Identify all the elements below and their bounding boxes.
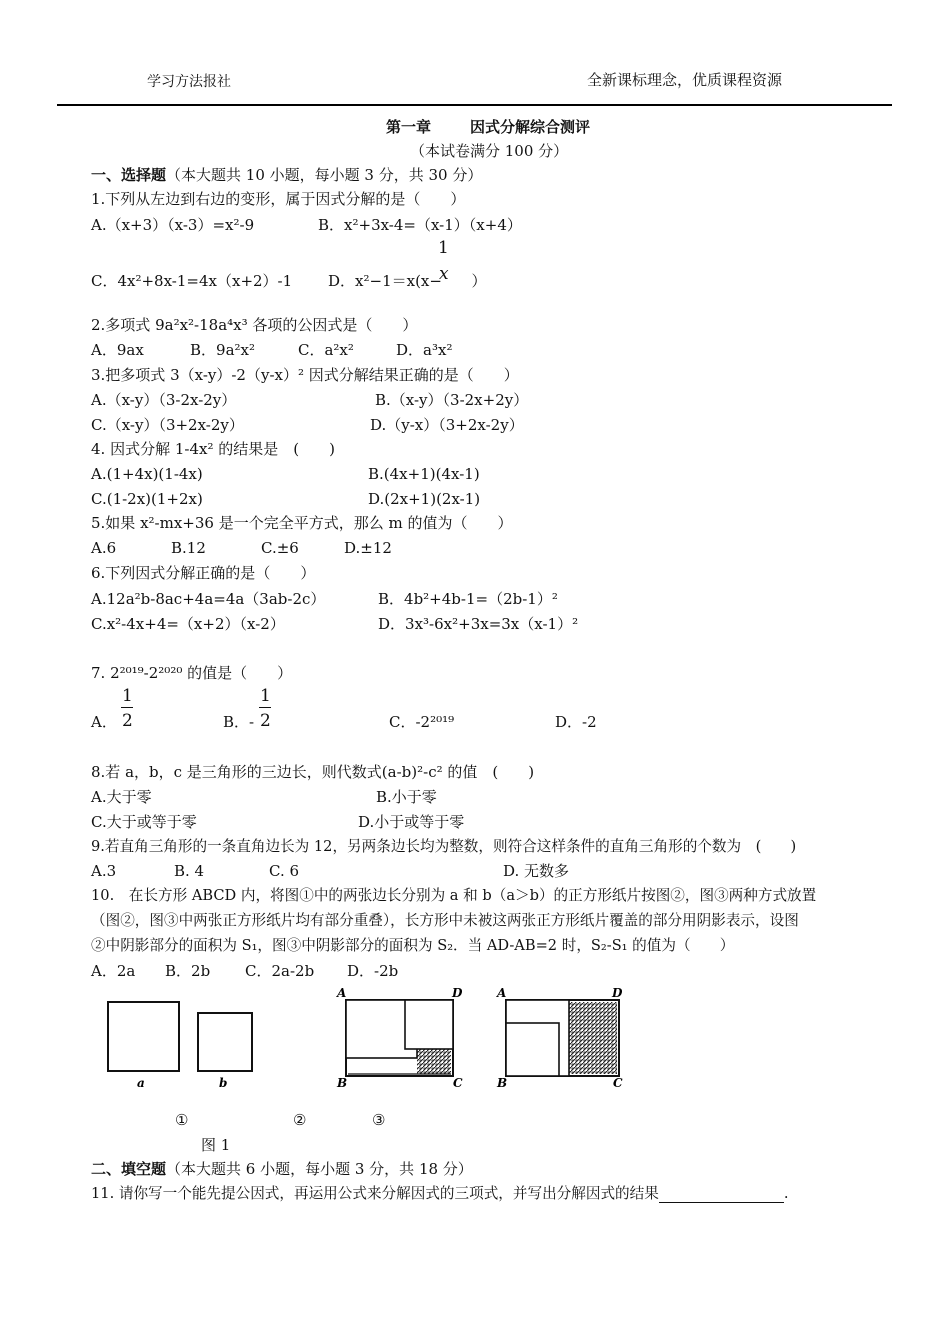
header-rule bbox=[57, 104, 892, 106]
q6-option-d: D．3x³-6x²+3x=3x（x-1）² bbox=[378, 615, 579, 633]
q3-option-d: D.（y-x）（3+2x-2y） bbox=[370, 416, 524, 434]
q4-option-b: B.(4x+1)(4x-1) bbox=[368, 465, 480, 483]
q8-option-d: D.小于或等于零 bbox=[358, 813, 465, 831]
q9-option-b: B. 4 bbox=[174, 862, 205, 880]
q1-option-a: A.（x+3）（x-3）=x²-9 bbox=[91, 216, 255, 234]
fig2-shade-right bbox=[417, 1049, 451, 1074]
q9-option-c: C. 6 bbox=[269, 862, 300, 880]
q4-option-c: C.(1-2x)(1+2x) bbox=[91, 490, 203, 508]
q7-b-numerator: 1 bbox=[260, 686, 271, 706]
fig2-label-B: B bbox=[337, 1076, 348, 1090]
q1-stem: 1.下列从左边到右边的变形，属于因式分解的是（ ） bbox=[91, 190, 466, 208]
q7-a-fraction-bar bbox=[121, 707, 133, 708]
section1-heading: 一、选择题 bbox=[91, 166, 167, 184]
fig2-label-D: D bbox=[452, 986, 463, 1000]
q3-option-a: A.（x-y）（3-2x-2y） bbox=[91, 391, 237, 409]
q6-option-b: B．4b²+4b-1=（2b-1）² bbox=[378, 590, 558, 608]
q10-line3: ②中阴影部分的面积为 S₁，图③中阴影部分的面积为 S₂．当 AD-AB=2 时，S₂-S₁ 的值为（ ） bbox=[91, 937, 735, 954]
q1-option-c: C．4x²+8x-1=4x（x+2）-1 bbox=[91, 272, 293, 290]
q2-option-b: B．9a²x² bbox=[190, 341, 255, 359]
q9-stem: 9.若直角三角形的一条直角边长为 12，另两条边长均为整数，则符合这样条件的直角三角形的个数为 ( ) bbox=[91, 838, 797, 855]
q8-option-b: B.小于零 bbox=[376, 788, 437, 806]
q5-option-d: D.±12 bbox=[344, 539, 392, 557]
q9-option-d: D. 无数多 bbox=[503, 862, 570, 880]
square-b bbox=[198, 1013, 252, 1071]
q5-option-b: B.12 bbox=[171, 539, 206, 557]
q5-option-a: A.6 bbox=[91, 539, 117, 557]
fig3-square-b bbox=[506, 1023, 559, 1076]
section1-title bbox=[91, 166, 482, 184]
caption-2: ② bbox=[293, 1111, 307, 1129]
q10-line1: 10. 在长方形 ABCD 内，将图①中的两张边长分别为 a 和 b（a＞b）的正方形纸片按图②，图③两种方式放置 bbox=[91, 887, 817, 904]
q8-stem: 8.若 a，b，c 是三角形的三边长，则代数式(a-b)²-c² 的值 ( ) bbox=[91, 763, 535, 781]
q8-option-c: C.大于或等于零 bbox=[91, 813, 197, 831]
q10-option-a: A．2a bbox=[91, 962, 136, 980]
q7-option-d: D．-2 bbox=[555, 713, 597, 731]
header-right: 全新课标理念，优质课程资源 bbox=[587, 71, 783, 89]
q1-option-d bbox=[328, 272, 487, 290]
q4-option-d: D.(2x+1)(2x-1) bbox=[368, 490, 481, 508]
fig3-shade-right bbox=[569, 1002, 617, 1074]
q1-option-b: B．x²+3x-4=（x-1）（x+4） bbox=[318, 216, 522, 234]
q9-option-a: A.3 bbox=[91, 862, 117, 880]
q2-option-d: D．a³x² bbox=[396, 341, 453, 359]
q7-b-fraction-bar bbox=[259, 707, 271, 708]
score-note: （本试卷满分 100 分） bbox=[410, 142, 569, 160]
label-b: b bbox=[219, 1076, 228, 1090]
q10-option-c: C．2a-2b bbox=[245, 962, 315, 980]
q7-option-b: B．- bbox=[223, 713, 255, 731]
q4-stem: 4. 因式分解 1-4x² 的结果是 ( ) bbox=[91, 440, 335, 458]
fig2-square-b bbox=[405, 1000, 453, 1049]
q10-option-d: D．-2b bbox=[347, 962, 399, 980]
q10-option-b: B．2b bbox=[165, 962, 211, 980]
q7-a-numerator: 1 bbox=[122, 686, 133, 706]
q3-option-b: B.（x-y）（3-2x+2y） bbox=[375, 391, 529, 409]
q7-option-a: A． bbox=[91, 713, 117, 731]
figure-title: 图 1 bbox=[201, 1136, 231, 1154]
page-title: 因式分解综合测评 bbox=[470, 118, 591, 136]
section1-desc: （本大题共 10 小题，每小题 3 分，共 30 分） bbox=[166, 166, 483, 184]
q1-fraction-denominator: x bbox=[439, 264, 449, 284]
caption-1: ① bbox=[175, 1111, 189, 1129]
q3-stem: 3.把多项式 3（x-y）-2（y-x）² 因式分解结果正确的是（ ） bbox=[91, 366, 519, 384]
q4-option-a: A.(1+4x)(1-4x) bbox=[91, 465, 203, 483]
q1-option-d-end: ） bbox=[471, 272, 487, 290]
q5-option-c: C.±6 bbox=[261, 539, 299, 557]
q7-b-denominator: 2 bbox=[260, 711, 271, 731]
q11-end: . bbox=[783, 1185, 789, 1202]
q11 bbox=[91, 1185, 788, 1203]
q2-option-a: A．9ax bbox=[91, 341, 144, 359]
q7-a-denominator: 2 bbox=[122, 711, 133, 731]
q7-stem: 7. 2²⁰¹⁹-2²⁰²⁰ 的值是（ ） bbox=[91, 664, 293, 682]
square-a bbox=[108, 1002, 179, 1071]
q2-stem: 2.多项式 9a²x²-18a⁴x³ 各项的公因式是（ ） bbox=[91, 316, 418, 334]
fig3-label-B: B bbox=[497, 1076, 508, 1090]
figure-1 bbox=[95, 983, 655, 1093]
q5-stem: 5.如果 x²-mx+36 是一个完全平方式，那么 m 的值为（ ） bbox=[91, 514, 513, 532]
section2-desc: （本大题共 6 小题，每小题 3 分，共 18 分） bbox=[166, 1160, 473, 1178]
fig3-label-D: D bbox=[612, 986, 623, 1000]
header-left: 学习方法报社 bbox=[147, 74, 231, 90]
section2-heading: 二、填空题 bbox=[91, 1160, 167, 1178]
q1-fraction-numerator: 1 bbox=[438, 238, 449, 258]
q7-option-c: C．-2²⁰¹⁹ bbox=[389, 713, 455, 731]
fig3-label-C: C bbox=[613, 1076, 623, 1090]
q6-stem: 6.下列因式分解正确的是（ ） bbox=[91, 564, 316, 582]
section2-title bbox=[91, 1160, 473, 1178]
q1-option-d-text: D．x²−1＝x(x− bbox=[328, 272, 442, 290]
q10-line2: （图②，图③中两张正方形纸片均有部分重叠），长方形中未被这两张正方形纸片覆盖的部分用阴影表示，设图 bbox=[91, 912, 799, 929]
q3-option-c: C.（x-y）（3+2x-2y） bbox=[91, 416, 244, 434]
q6-option-a: A.12a²b-8ac+4a=4a（3ab-2c） bbox=[91, 590, 326, 608]
fig2-label-C: C bbox=[453, 1076, 463, 1090]
label-a: a bbox=[137, 1076, 145, 1090]
fig3-label-A: A bbox=[497, 986, 507, 1000]
fig2-label-A: A bbox=[337, 986, 347, 1000]
q6-option-c: C.x²-4x+4=（x+2）（x-2） bbox=[91, 615, 285, 633]
caption-3: ③ bbox=[372, 1111, 386, 1129]
chapter-label: 第一章 bbox=[386, 118, 432, 136]
q2-option-c: C．a²x² bbox=[298, 341, 354, 359]
q8-option-a: A.大于零 bbox=[91, 788, 152, 806]
q11-answer-blank[interactable] bbox=[659, 1188, 784, 1203]
q11-stem: 11. 请你写一个能先提公因式，再运用公式来分解因式的三项式，并写出分解因式的结果 bbox=[91, 1185, 659, 1202]
